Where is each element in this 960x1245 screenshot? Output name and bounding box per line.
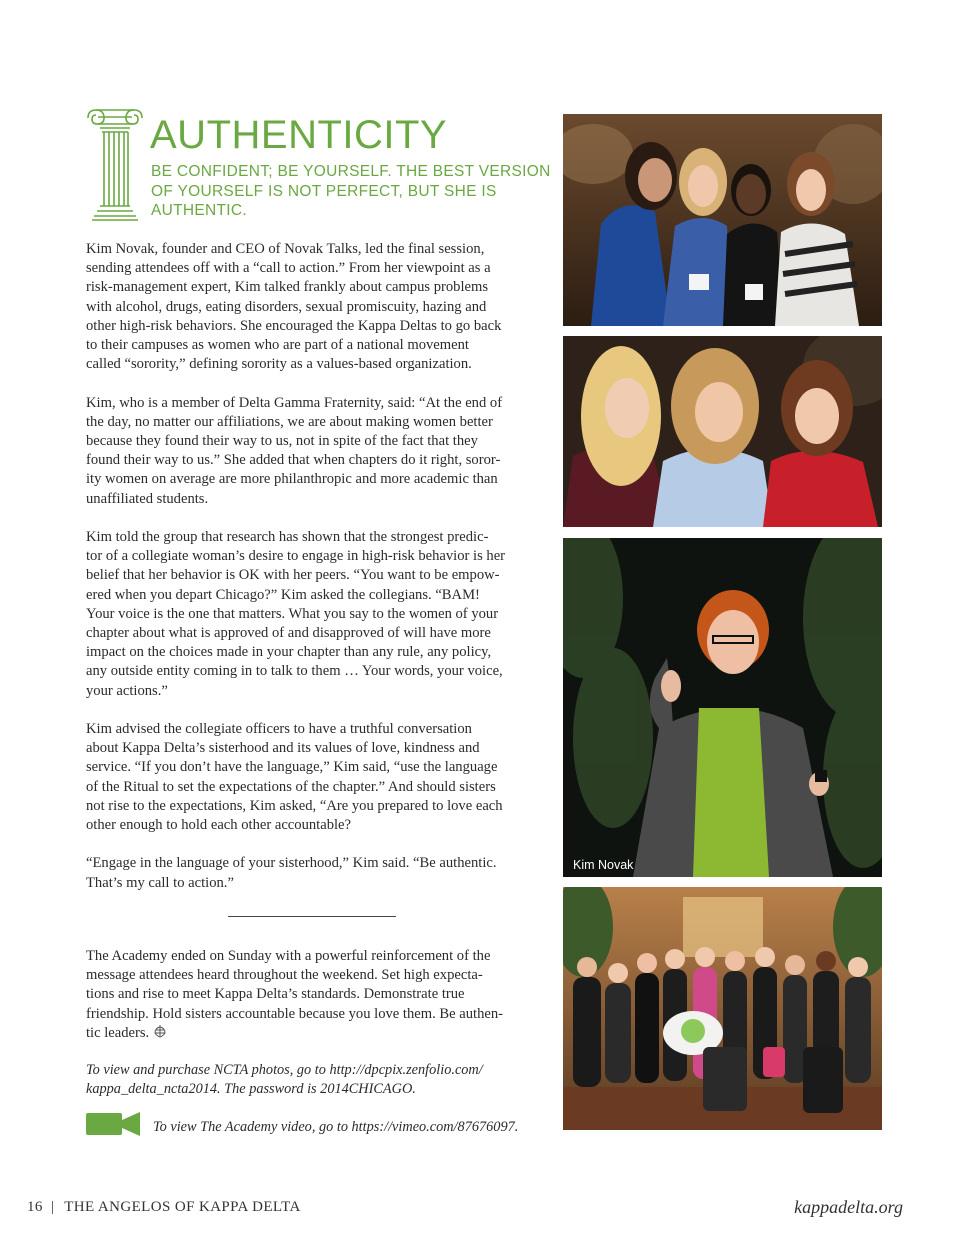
- body-paragraph: “Engage in the language of your sisterhood,” Kim said. “Be authentic. That’s my call to action.”: [86, 855, 497, 891]
- footer-separator: |: [50, 1199, 55, 1215]
- page-number: 16: [27, 1199, 43, 1215]
- article-heading: AUTHENTICITY: [150, 113, 448, 157]
- video-note: To view The Academy video, go to https://vimeo.com/87676097.: [153, 1119, 519, 1135]
- body-paragraph: Kim Novak, founder and CEO of Novak Talks, led the final session, sending attendees off with a “call to action.” From her viewpoint as a risk-management expert, Kim talked frankly about campus problems with alcohol, drugs, eating disorders, sexual promiscuity, hazing and other high-risk behaviors. She encouraged the Kappa Deltas to go back to their campuses as women who are part of a national movement called “sorority,” defining sorority as a values-based organization.: [86, 241, 502, 373]
- body-paragraph: Kim told the group that research has shown that the strongest predic- tor of a collegiate woman’s desire to engage in high-risk behavior is her belief that her behavior is OK with her peers. “You want to be empow- ered when you depart Chicago?” Kim asked the collegians. “BAM! Your voice is the one that matters. What you say to the women of your chapter about what is approved of and disapproved of will have more impact on the choices made in your chapter than any rule, any policy, any outside entity coming in to talk to them … Your words, your voice, your actions.”: [86, 529, 506, 699]
- photo-kim-novak: [563, 538, 882, 877]
- photo-group-of-four: [563, 114, 882, 326]
- closing-text: The Academy ended on Sunday with a powerful reinforcement of the message attendees heard throughout the weekend. Set high expecta- tions and rise to meet Kappa Delta’s standards. Demonstrate true friendship. Hold sisters accountable because you love them. Be authen- tic leaders.: [86, 948, 504, 1041]
- emblem-icon: [153, 1024, 167, 1038]
- photos-note: To view and purchase NCTA photos, go to http://dpcpix.zenfolio.com/ kappa_delta_ncta2014. The password is 2014CHICAGO.: [86, 1062, 483, 1098]
- article-body: [86, 240, 538, 912]
- photo-caption: Kim Novak: [573, 858, 634, 872]
- closing-paragraph: [86, 947, 538, 1043]
- photo-group-of-three: [563, 336, 882, 527]
- video-camera-icon: [86, 1112, 140, 1136]
- section-divider: [228, 916, 396, 917]
- body-paragraph: Kim advised the collegiate officers to have a truthful conversation about Kappa Delta’s sisterhood and its values of love, kindness and service. “If you don’t have the language,” Kim said, “use the language of the Ritual to set the expectations of the chapter.” And should sisters not rise to the expectations, Kim asked, “Are you prepared to love each other enough to hold each other accountable?: [86, 721, 503, 834]
- body-paragraph: Kim, who is a member of Delta Gamma Fraternity, said: “At the end of the day, no matter our affiliations, we are about making women better because they found their way to us, not in spite of the fact that they found their way to us.” She added that when chapters do it right, soror- ity women on average are more philanthropic and more academic than unaffiliated students.: [86, 394, 503, 507]
- footer-left: [27, 1199, 301, 1216]
- ionic-column-icon: [84, 108, 146, 222]
- photo-large-group: [563, 887, 882, 1130]
- website-link[interactable]: kappadelta.org: [794, 1197, 903, 1217]
- publication-name: THE ANGELOS OF KAPPA DELTA: [64, 1199, 301, 1215]
- article-subheading: BE CONFIDENT; BE YOURSELF. THE BEST VERSION OF YOURSELF IS NOT PERFECT, BUT SHE IS AUTHENTIC.: [151, 163, 551, 219]
